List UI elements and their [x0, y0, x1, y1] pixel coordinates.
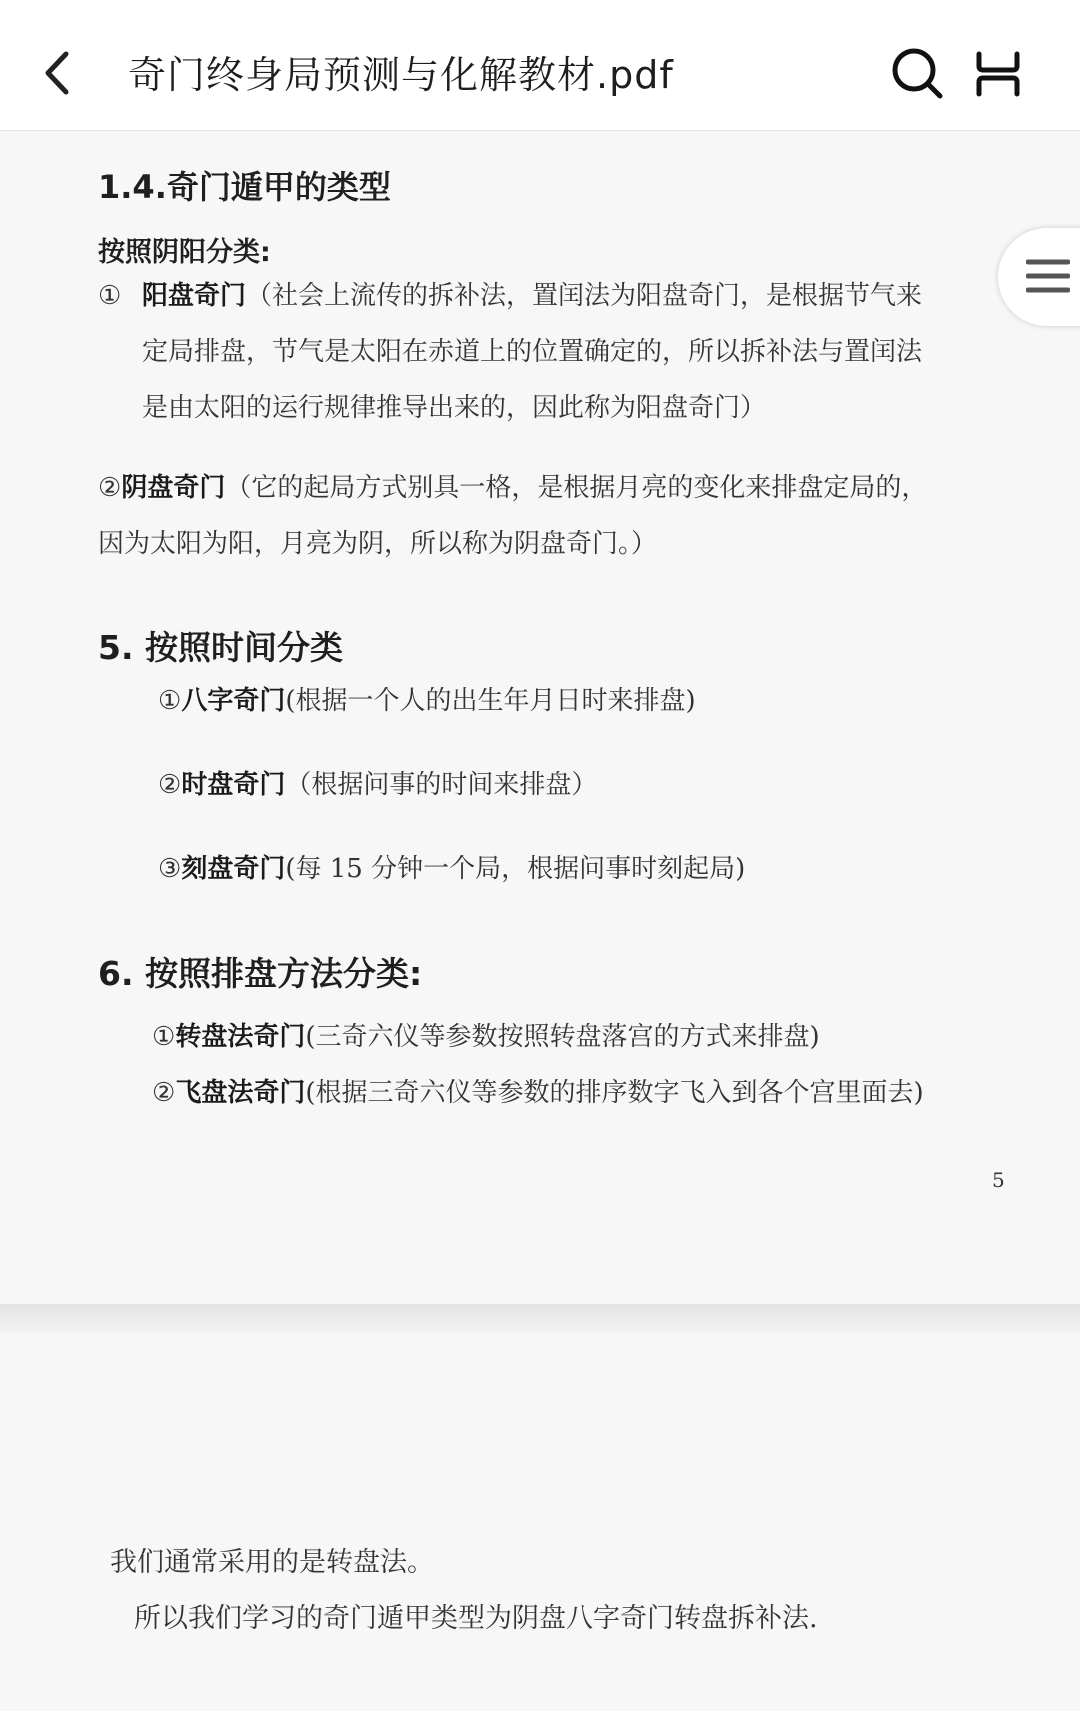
list-item — [158, 680, 696, 717]
yin-pan-line-2: 因为太阳为阳，月亮为阴，所以称为阴盘奇门。） — [98, 529, 658, 559]
list-item — [158, 764, 597, 801]
ai-assistant-icon — [974, 50, 1022, 98]
list-marker: ② — [158, 770, 182, 800]
term-zhuanpan: 转盘法奇门 — [175, 1022, 306, 1052]
item-desc: (三奇六仪等参数按照转盘落宫的方式来排盘) — [305, 1022, 820, 1052]
yin-pan-line-1: （它的起局方式别具一格，是根据月亮的变化来排盘定局的， — [225, 473, 928, 503]
item-desc: （根据问事的时间来排盘） — [285, 770, 598, 800]
top-toolbar — [0, 0, 1080, 131]
yang-pan-line-2: 定局排盘，节气是太阳在赤道上的位置确定的，所以拆补法与置闰法 — [142, 337, 923, 367]
list-item — [152, 1016, 820, 1053]
document-title: 奇门终身局预测与化解教材.pdf — [128, 53, 674, 97]
page2-line-1: 我们通常采用的是转盘法。 — [110, 1547, 434, 1578]
section-heading-1-4: 1.4.奇门遁甲的类型 — [98, 168, 391, 206]
term-yin-pan: 阴盘奇门 — [121, 473, 226, 503]
page-divider — [0, 1304, 1080, 1334]
yang-pan-line-3: 是由太阳的运行规律推导出来的，因此称为阳盘奇门） — [142, 393, 767, 423]
yang-pan-paragraph — [98, 268, 1018, 436]
item-desc: (每 15 分钟一个局，根据问事时刻起局) — [285, 854, 746, 884]
term-kepan: 刻盘奇门 — [181, 854, 286, 884]
list-marker: ② — [152, 1078, 176, 1108]
subheading-yin-yang: 按照阴阳分类: — [98, 237, 271, 268]
term-feipan: 飞盘法奇门 — [175, 1078, 306, 1108]
term-yang-pan: 阳盘奇门 — [142, 281, 247, 311]
term-bazi: 八字奇门 — [181, 686, 286, 716]
chevron-left-icon — [38, 48, 78, 98]
list-marker: ① — [152, 1022, 176, 1052]
yang-pan-line-1: （社会上流传的拆补法，置闰法为阳盘奇门，是根据节气来 — [246, 281, 923, 311]
page2-line-2: 所以我们学习的奇门遁甲类型为阴盘八字奇门转盘拆补法. — [134, 1603, 818, 1634]
list-marker: ① — [158, 686, 182, 716]
page-number: 5 — [992, 1168, 1005, 1192]
menu-icon — [1026, 258, 1070, 294]
list-marker: ③ — [158, 854, 182, 884]
item-desc: (根据三奇六仪等参数的排序数字飞入到各个宫里面去) — [305, 1078, 924, 1108]
item-desc: (根据一个人的出生年月日时来排盘) — [285, 686, 696, 716]
list-item — [152, 1072, 924, 1109]
back-button[interactable] — [38, 48, 78, 98]
section-heading-6: 6. 按照排盘方法分类: — [98, 954, 423, 993]
list-item — [158, 848, 745, 885]
search-button[interactable] — [890, 46, 944, 100]
term-shipan: 时盘奇门 — [181, 770, 286, 800]
list-marker: ② — [98, 473, 122, 503]
search-icon — [890, 46, 944, 100]
ai-assistant-button[interactable] — [974, 50, 1022, 98]
list-marker: ① — [98, 281, 122, 311]
section-heading-5: 5. 按照时间分类 — [98, 628, 343, 667]
pdf-page-6 — [0, 1334, 1080, 1711]
yin-pan-paragraph — [98, 460, 1018, 572]
